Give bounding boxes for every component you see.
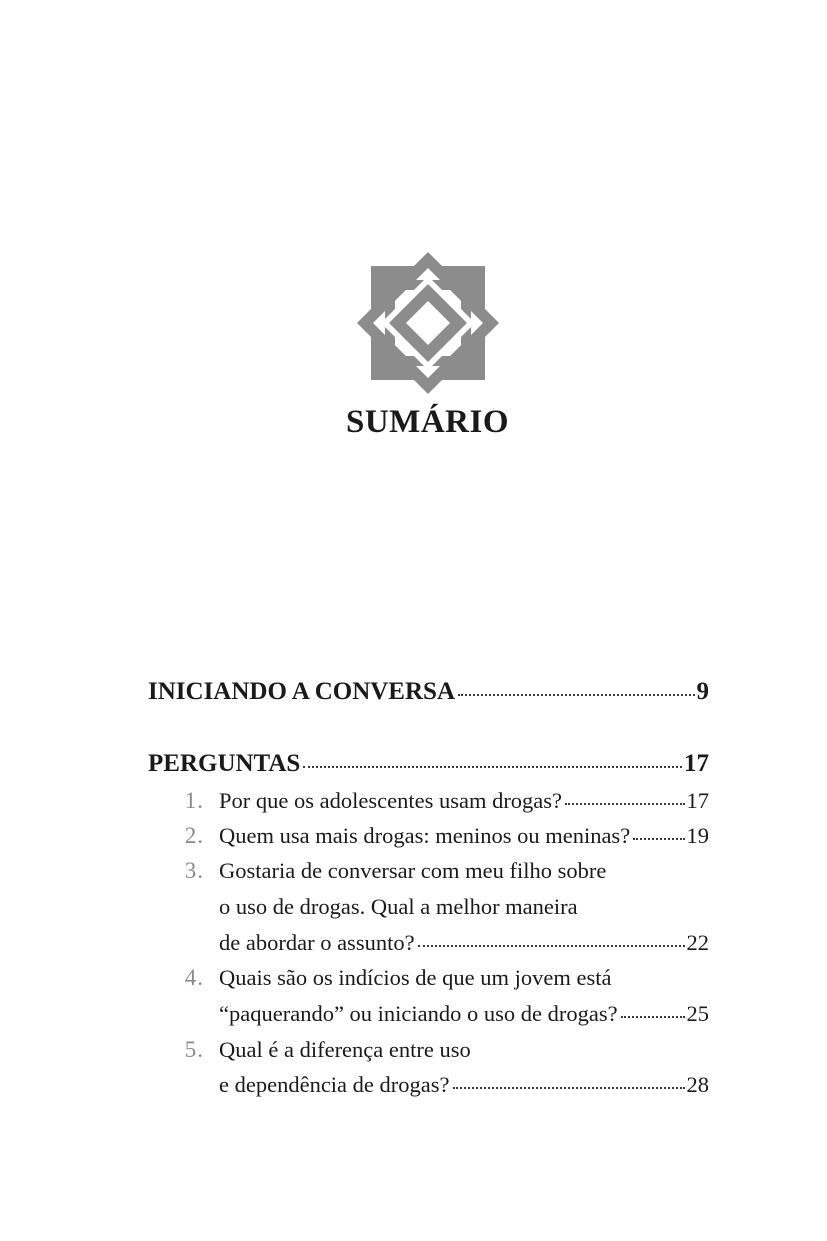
dot-leader <box>453 1087 685 1089</box>
toc-section-perguntas[interactable] <box>148 749 709 779</box>
entry-number: 5. <box>184 1037 204 1062</box>
entry-text: Por que os adolescentes usam drogas? <box>219 788 563 813</box>
section-page: 17 <box>684 750 709 777</box>
entry-text: Quem usa mais drogas: meninos ou meninas? <box>219 823 631 848</box>
dot-leader <box>303 766 682 768</box>
toc-section-iniciando[interactable] <box>148 677 709 707</box>
entry-text: Qual é a diferença entre uso <box>219 1037 471 1062</box>
entry-text: Gostaria de conversar com meu filho sobre <box>219 858 607 883</box>
dot-leader <box>458 694 695 696</box>
page-title: SUMÁRIO <box>345 404 509 440</box>
entry-text: Quais são os indícios de que um jovem está <box>219 965 612 990</box>
entry-text: de abordar o assunto? <box>219 930 415 955</box>
entry-number: 3. <box>184 858 204 883</box>
entry-text: o uso de drogas. Qual a melhor maneira <box>219 894 578 919</box>
dot-leader <box>418 945 685 947</box>
entry-number: 2. <box>184 823 204 848</box>
entry-text: “paquerando” ou iniciando o uso de drogas? <box>219 1001 618 1026</box>
entry-page: 17 <box>686 788 709 813</box>
entry-page: 25 <box>686 1001 709 1026</box>
entry-page: 22 <box>686 930 709 955</box>
entry-page: 19 <box>686 823 709 848</box>
section-page: 9 <box>696 678 709 705</box>
entry-line <box>148 1070 709 1100</box>
dot-leader <box>633 838 684 840</box>
entry-text: e dependência de drogas? <box>219 1072 450 1097</box>
entry-number: 1. <box>184 788 204 813</box>
entry-page: 28 <box>686 1072 709 1097</box>
section-label: PERGUNTAS <box>148 750 301 777</box>
dot-leader <box>565 803 684 805</box>
dot-leader <box>621 1016 685 1018</box>
ornament-icon <box>355 250 501 396</box>
entry-line <box>148 999 709 1029</box>
entry-line <box>148 786 709 816</box>
entry-line <box>148 821 709 851</box>
section-label: INICIANDO A CONVERSA <box>148 678 455 705</box>
entry-number: 4. <box>184 965 204 990</box>
entry-line <box>148 928 709 958</box>
